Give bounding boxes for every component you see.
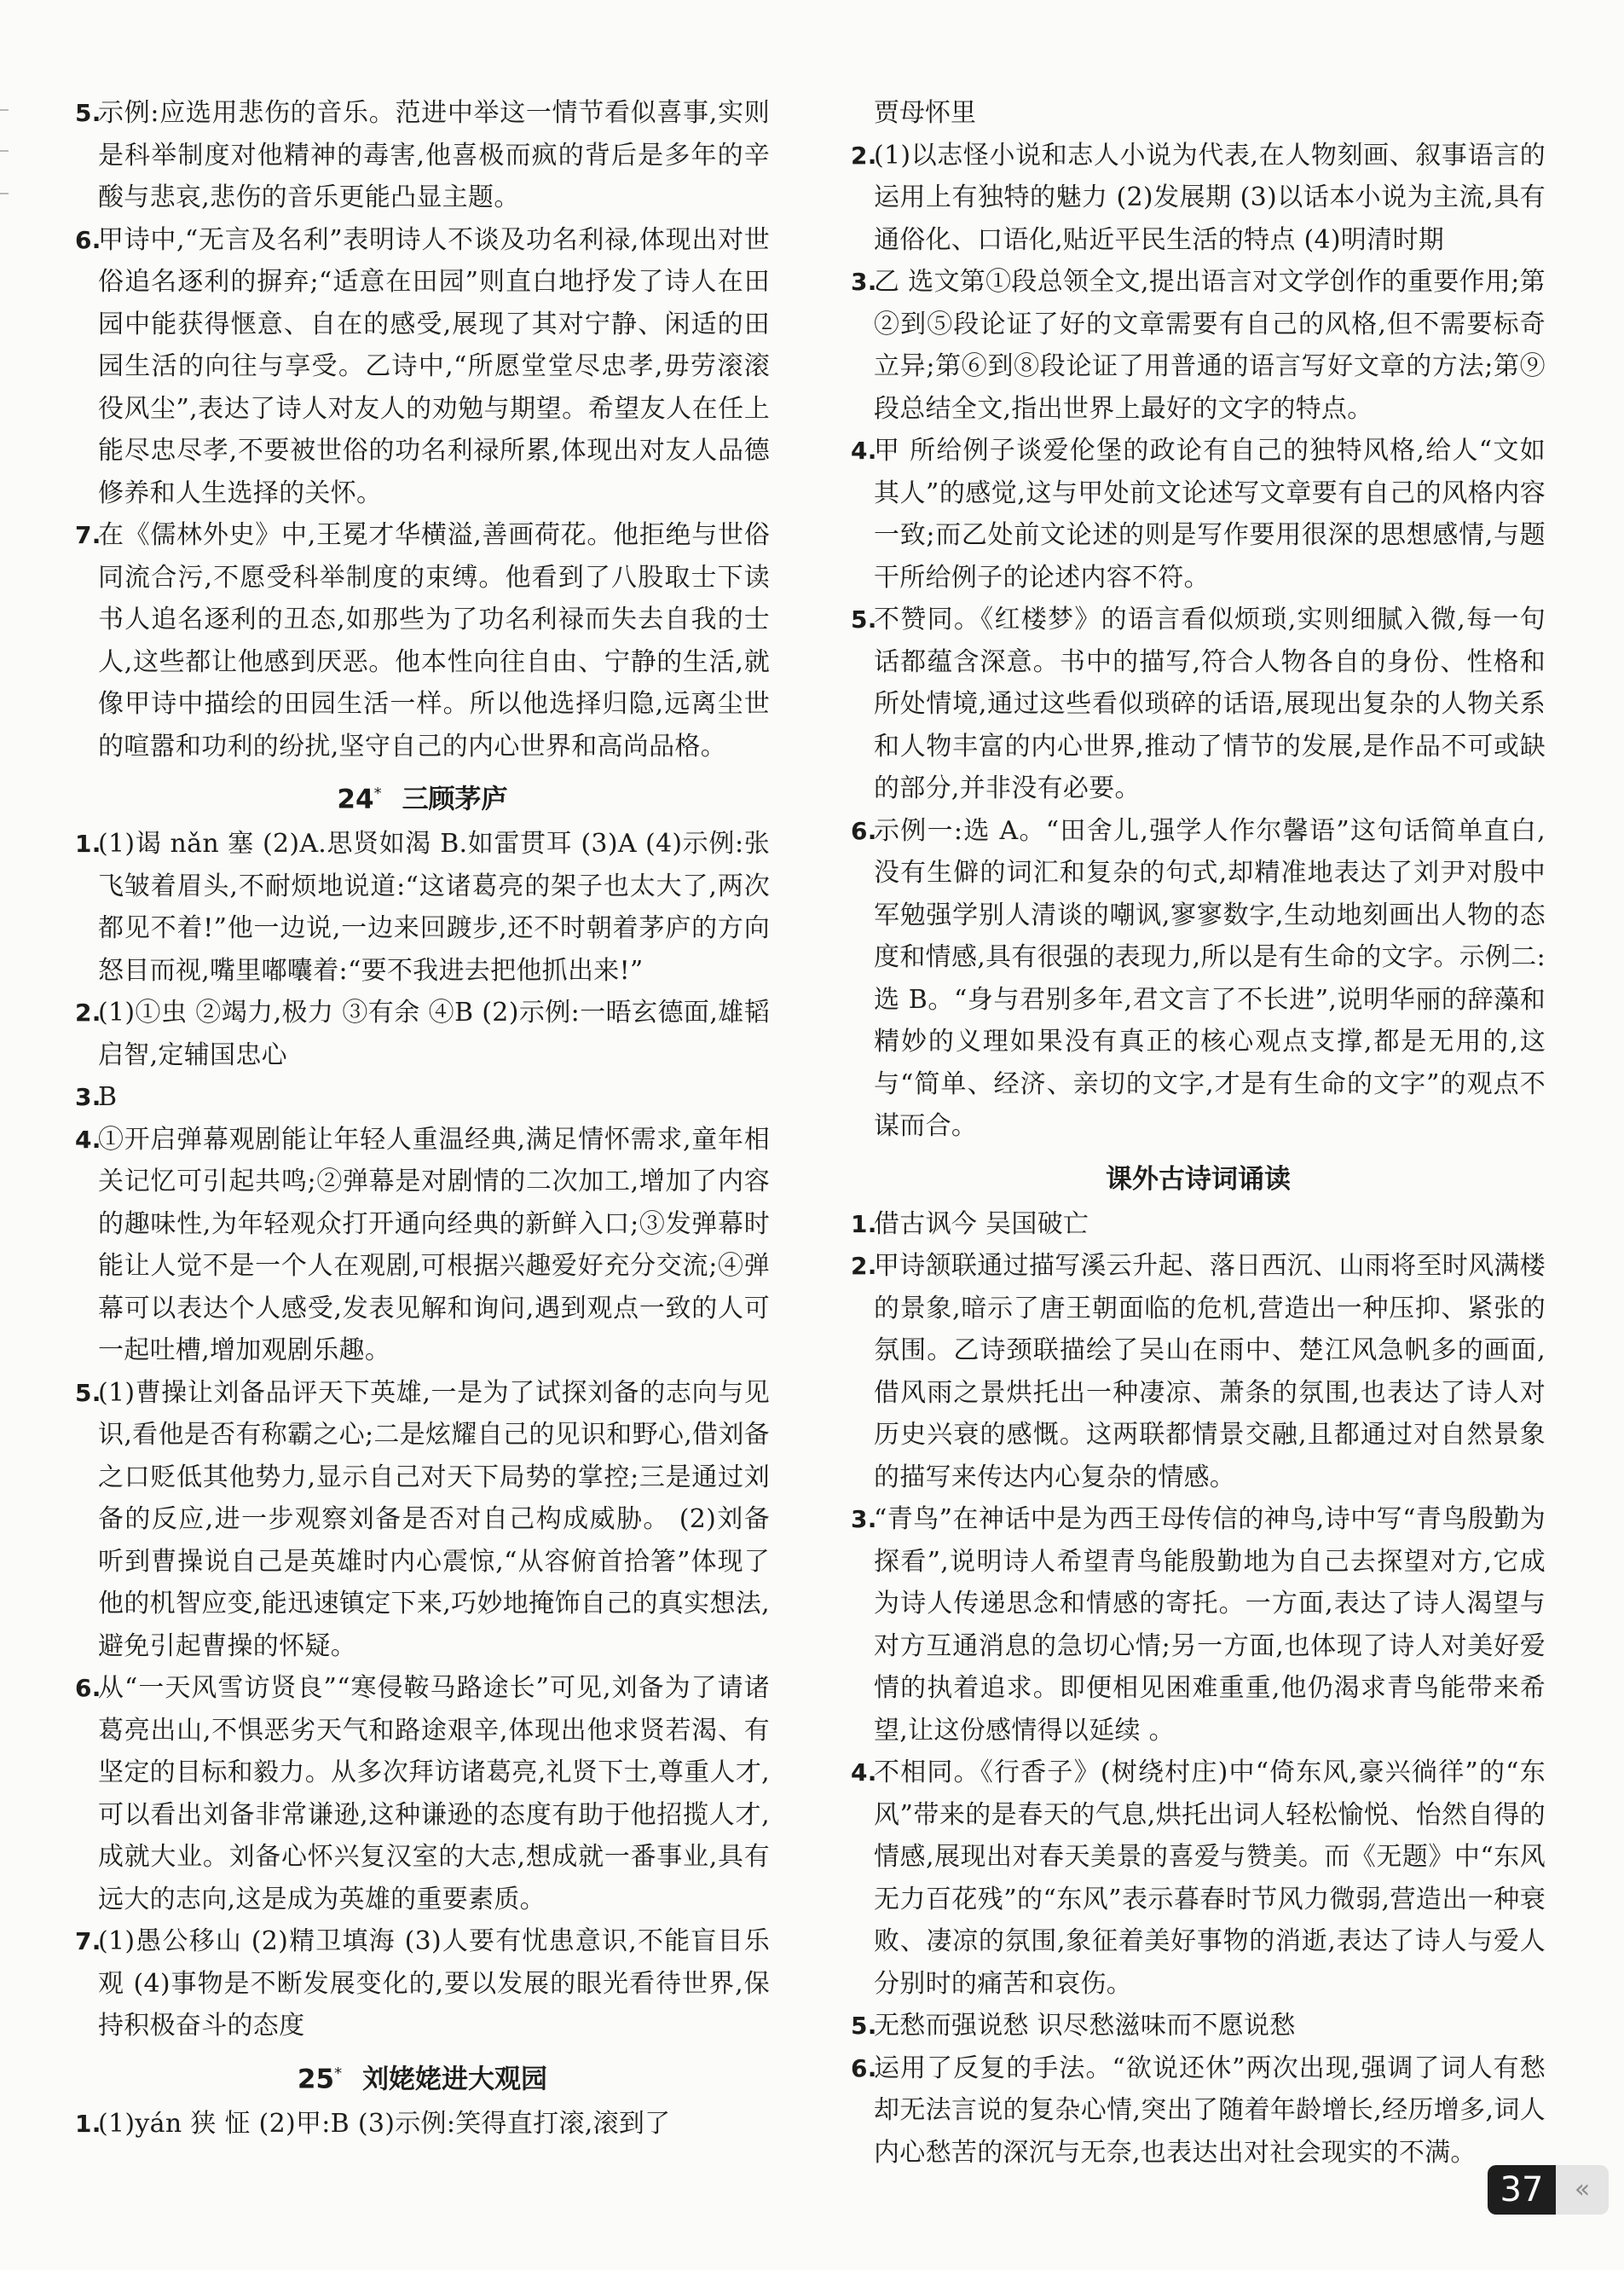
answer-item (851, 430, 1546, 599)
answer-item (851, 810, 1546, 1148)
answer-text: 甲诗中,“无言及名利”表明诗人不谈及功名利禄,体现出对世俗追名逐利的摒弃;“适意在田园”则直白地抒发了诗人在田园中能获得惬意、自在的感受,展现了其对宁静、闲适的田园生活的向往与享受。乙诗中,“所愿堂堂尽忠孝,毋劳滚滚役风尘”,表达了诗人对友人的劝勉与期望。希望友人在任上能尽忠尽孝,不要被世俗的功名利禄所累,体现出对友人品德修养和人生选择的关怀。 (98, 224, 770, 508)
answer-text: 在《儒林外史》中,王冕才华横溢,善画荷花。他拒绝与世俗同流合污,不愿受科举制度的束缚。他看到了八股取士下读书人追名逐利的丑态,如那些为了功名利禄而失去自我的士人,这些都让他感到厌恶。他本性向往自由、宁静的生活,就像甲诗中描绘的田园生活一样。所以他选择归隐,远离尘世的喧嚣和功利的纷扰,坚守自己的内心世界和高尚品格。 (98, 520, 770, 761)
answer-item (851, 261, 1546, 430)
answer-item (75, 514, 770, 767)
answer-number: 4. (851, 1758, 877, 1786)
answer-number: 3. (75, 1083, 101, 1112)
answer-text: 不相同。《行香子》(树绕村庄)中“倚东风,豪兴徜徉”的“东风”带来的是春天的气息,烘托出词人轻松愉悦、怡然自得的情感,展现出对春天美景的喜爱与赞美。而《无题》中“东风无力百花残”的“东风”表示暮春时节风力微弱,营造出一种衰败、凄凉的氛围,象征着美好事物的消逝,表达了诗人与爱人分别时的痛苦和哀伤。 (874, 1758, 1546, 1999)
answer-text: 不赞同。《红楼梦》的语言看似烦琐,实则细腻入微,每一句话都蕴含深意。书中的描写,符合人物各自的身份、性格和所处情境,通过这些看似琐碎的话语,展现出复杂的人物关系和人物丰富的内心世界,推动了情节的发展,是作品不可或缺的部分,并非没有必要。 (874, 605, 1546, 803)
answer-text: 甲诗颔联通过描写溪云升起、落日西沉、山雨将至时风满楼的景象,暗示了唐王朝面临的危机,营造出一种压抑、紧张的氛围。乙诗颈联描绘了吴山在雨中、楚江风急帆多的画面,借风雨之景烘托出一种凄凉、萧条的氛围,也表达了诗人对历史兴衰的感慨。这两联都情景交融,且都通过对自然景象的描写来传达内心复杂的情感。 (874, 1251, 1546, 1492)
answer-text: (1)曹操让刘备品评天下英雄,一是为了试探刘备的志向与见识,看他是否有称霸之心;二是炫耀自己的见识和野心,借刘备之口贬低其他势力,显示自己对天下局势的掌控;三是通过刘备的反应,进一步观察刘备是否对自己构成威胁。 (2)刘备听到曹操说自己是英雄时内心震惊,“从容俯首拾箸”体现了他的机智应变,能迅速镇定下来,巧妙地掩饰自己的真实想法,避免引起曹操的怀疑。 (98, 1377, 770, 1661)
answer-text: B (98, 1082, 118, 1113)
answer-number: 5. (75, 99, 101, 127)
answer-number: 2. (851, 141, 877, 170)
answer-number: 3. (851, 268, 877, 296)
answer-number: 6. (851, 2053, 877, 2082)
section-heading-24: 24* 三顾茅庐 (337, 784, 508, 815)
edge-mark (0, 193, 9, 194)
answer-item (851, 599, 1546, 810)
answer-item (851, 135, 1546, 262)
answer-item (75, 1667, 770, 1920)
section-heading-25: 25* 刘姥姥进大观园 (297, 2064, 548, 2095)
answer-item (75, 219, 770, 515)
answer-item (75, 1076, 770, 1119)
answer-text: 示例:应选用悲伤的音乐。范进中举这一情节看似喜事,实则是科举制度对他精神的毒害,他喜极而疯的背后是多年的辛酸与悲哀,悲伤的音乐更能凸显主题。 (98, 98, 770, 212)
answer-item (851, 1203, 1546, 1246)
answer-text: 从“一天风雪访贤良”“寒侵鞍马路途长”可见,刘备为了请诸葛亮出山,不惧恶劣天气和路途艰辛,体现出他求贤若渴、有坚定的目标和毅力。从多次拜访诸葛亮,礼贤下士,尊重人才,可以看出刘备非常谦逊,这种谦逊的态度有助于他招揽人才,成就大业。刘备心怀兴复汉室的大志,想成就一番事业,具有远大的志向,这是成为英雄的重要素质。 (98, 1673, 770, 1914)
answer-item (75, 1372, 770, 1668)
answer-text: (1)①虫 ②竭力,极力 ③有余 ④B (2)示例:一晤玄德面,雄韬启智,定辅国忠心 (98, 998, 770, 1070)
answer-text: 示例一:选 A。“田舍儿,强学人作尔馨语”这句话简单直白,没有生僻的词汇和复杂的句式,却精准地表达了刘尹对殷中军勉强学别人清谈的嘲讽,寥寥数字,生动地刻画出人物的态度和情感,具有很强的表现力,所以是有生命的文字。示例二:选 B。“身与君别多年,君文言了不长进”,说明华丽的辞藻和精妙的义理如果没有真正的核心观点支撑,都是无用的,这与“简单、经济、亲切的文字,才是有生命的文字”的观点不谋而合。 (874, 815, 1546, 1141)
answer-text: 借古讽今 吴国破亡 (874, 1208, 1089, 1239)
answer-list-poetry (851, 1203, 1546, 2174)
answer-item (851, 2047, 1546, 2174)
answer-text: 甲 所给例子谈爱伦堡的政论有自己的独特风格,给人“文如其人”的感觉,这与甲处前文论述写文章要有自己的风格内容一致;而乙处前文论述的则是写作要用很深的思想感情,与题干所给例子的论述内容不符。 (874, 436, 1546, 593)
answer-text: (1)yán 狭 怔 (2)甲:B (3)示例:笑得直打滚,滚到了 (98, 2109, 671, 2140)
answer-text: ①开启弹幕观剧能让年轻人重温经典,满足情怀需求,童年相关记忆可引起共鸣;②弹幕是对剧情的二次加工,增加了内容的趣味性,为年轻观众打开通向经典的新鲜入口;③发弹幕时能让人觉不是一个人在观剧,可根据兴趣爱好充分交流;④弹幕可以表达个人感受,发表见解和询问,遇到观点一致的人可一起吐槽,增加观剧乐趣。 (98, 1124, 770, 1366)
answer-number: 6. (851, 816, 877, 845)
answer-item (75, 992, 770, 1076)
answer-number: 4. (851, 437, 877, 465)
answer-item (75, 1119, 770, 1372)
answer-number: 3. (851, 1505, 877, 1533)
answer-text: “青鸟”在神话中是为西王母传信的神鸟,诗中写“青鸟殷勤为探看”,说明诗人希望青鸟能殷勤地为自己去探望对方,它成为诗人传递思念和情感的寄托。一方面,表达了诗人渴望与对方互通消息的急切心情;另一方面,也体现了诗人对美好爱情的执着追求。即便相见困难重重,他仍渴求青鸟能带来希望,让这份感情得以延续 。 (874, 1504, 1546, 1746)
answer-number: 6. (75, 1674, 101, 1703)
answer-number: 7. (75, 1927, 101, 1956)
answer-text: (1)以志怪小说和志人小说为代表,在人物刻画、叙事语言的运用上有独特的魅力 (2)发展期 (3)以话本小说为主流,具有通俗化、口语化,贴近平民生活的特点 (4)明清时期 (874, 140, 1546, 255)
page-arrow-icon: « (1556, 2165, 1609, 2215)
answer-text: 无愁而强说愁 识尽愁滋味而不愿说愁 (874, 2011, 1296, 2041)
edge-mark (0, 109, 9, 111)
answer-number: 1. (851, 1209, 877, 1238)
answer-number: 5. (75, 1378, 101, 1407)
answer-list-reading (851, 135, 1546, 1148)
answer-number: 1. (75, 2110, 101, 2139)
answer-number: 4. (75, 1125, 101, 1154)
continuation-text: 贾母怀里 (874, 98, 976, 128)
answer-text: (1)谒 nǎn 塞 (2)A.思贤如渴 B.如雷贯耳 (3)A (4)示例:张飞皱着眉头,不耐烦地说道:“这诸葛亮的架子也太大了,两次都见不着!”他一边说,一边来回踱步,还不时朝着茅庐的方向怒目而视,嘴里嘟囔着:“要不我进去把他抓出来!” (98, 829, 770, 986)
answer-number: 2. (851, 1252, 877, 1280)
left-column (75, 92, 770, 2145)
answer-number: 5. (851, 605, 877, 634)
section-heading-poetry: 课外古诗词诵读 (1106, 1163, 1291, 1195)
answer-item (75, 1920, 770, 2047)
answer-number: 5. (851, 2012, 877, 2040)
answer-item (851, 2005, 1546, 2047)
answer-item (75, 92, 770, 219)
answer-text: 乙 选文第①段总领全文,提出语言对文学创作的重要作用;第②到⑤段论证了好的文章需要有自己的风格,但不需要标奇立异;第⑥到⑧段论证了用普通的语言写好文章的方法;第⑨段总结全文,指出世界上最好的文字的特点。 (874, 267, 1546, 424)
answer-text: (1)愚公移山 (2)精卫填海 (3)人要有忧患意识,不能盲目乐观 (4)事物是不断发展变化的,要以发展的眼光看待世界,保持积极奋斗的态度 (98, 1926, 770, 2041)
answer-number: 2. (75, 999, 101, 1028)
answer-number: 7. (75, 521, 101, 549)
answer-number: 6. (75, 225, 101, 254)
answer-item (851, 1752, 1546, 2005)
answer-list-25 (75, 2103, 770, 2145)
answer-number: 1. (75, 830, 101, 859)
edge-mark (0, 150, 9, 152)
right-column (851, 92, 1546, 2174)
answer-item (851, 1498, 1546, 1752)
answer-list-24 (75, 823, 770, 2047)
answer-list-top (75, 92, 770, 767)
answer-item (851, 1245, 1546, 1498)
answer-item (75, 2103, 770, 2145)
page-number: 37 (1488, 2165, 1556, 2215)
answer-text: 运用了反复的手法。“欲说还休”两次出现,强调了词人有愁却无法言说的复杂心情,突出了随着年龄增长,经历增多,词人内心愁苦的深沉与无奈,也表达出对社会现实的不满。 (874, 2053, 1546, 2168)
answer-item (75, 823, 770, 992)
